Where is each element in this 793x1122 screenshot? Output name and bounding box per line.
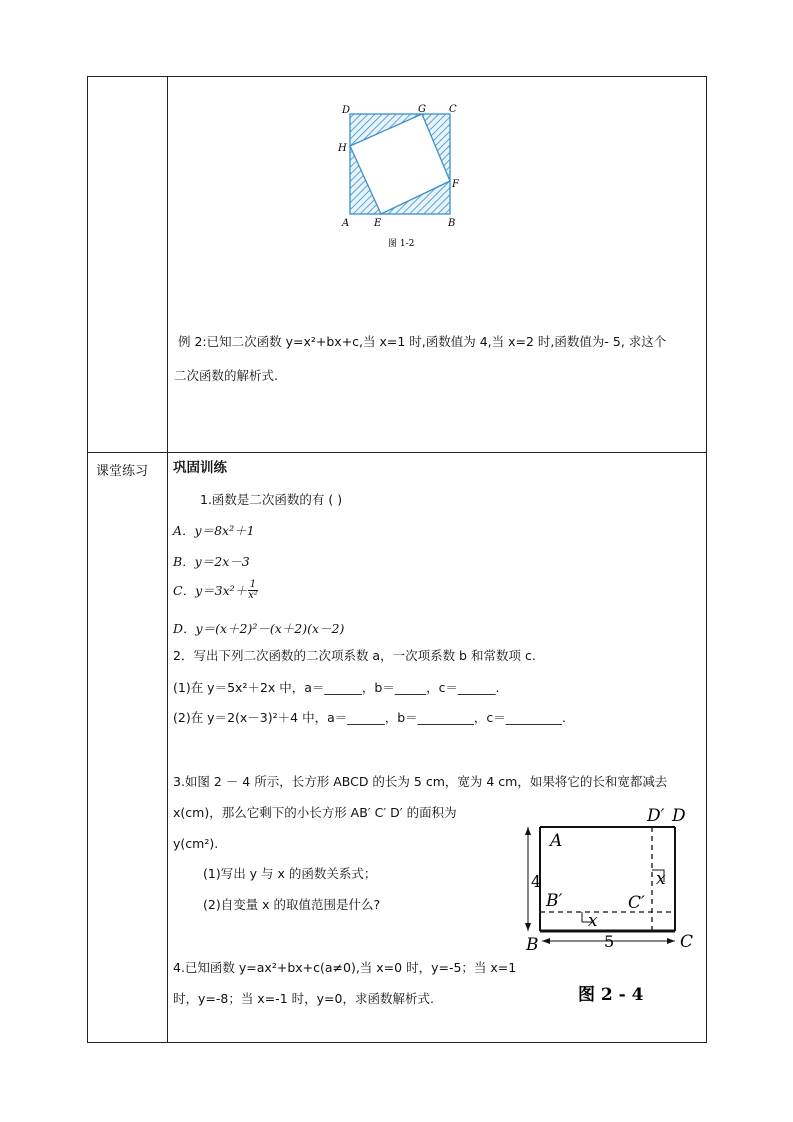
fig2-label-cprime: C′ <box>628 893 645 913</box>
example2-line1: 例 2:已知二次函数 y=x²+bx+c,当 x=1 时,函数值为 4,当 x=2 时,函数值为- 5, 求这个 <box>178 334 667 349</box>
figure-rectangle-abcd <box>520 800 710 1010</box>
side-label: 课堂练习 <box>96 464 149 479</box>
fig2-label-a: A <box>550 831 563 851</box>
question-3-line3: y(cm²). <box>173 836 219 851</box>
exercise-heading: 巩固训练 <box>173 460 227 476</box>
question-3-line2: x(cm)，那么它剩下的小长方形 AB′ C′ D′ 的面积为 <box>173 805 457 820</box>
row-divider <box>88 452 706 453</box>
fraction <box>248 580 258 601</box>
q1-option-c-prefix: C．y＝3x²＋ <box>173 583 248 598</box>
fraction-denominator: x² <box>248 590 258 601</box>
figure-square-pythagoras <box>332 100 464 250</box>
fig2-label-b: B <box>526 935 539 955</box>
fig1-label-f: F <box>452 179 459 190</box>
column-divider <box>167 77 168 1042</box>
fig2-label-four: 4 <box>531 872 542 891</box>
fig2-label-x-bottom: x <box>588 911 598 931</box>
fig1-label-g: G <box>418 104 426 115</box>
q1-option-c <box>173 580 258 601</box>
fig1-label-a: A <box>342 218 350 229</box>
question-2: 2．写出下列二次函数的二次项系数 a，一次项系数 b 和常数项 c. <box>173 648 536 663</box>
fraction-numerator: 1 <box>249 579 257 590</box>
question-2-part-2: (2)在 y＝2(x－3)²＋4 中，a＝______，b＝_________，c＝_________. <box>173 710 567 725</box>
question-3-sub1: (1)写出 y 与 x 的函数关系式； <box>203 866 377 881</box>
question-3-sub2: (2)自变量 x 的取值范围是什么? <box>203 897 381 912</box>
fig1-label-h: H <box>338 143 347 154</box>
fig2-label-bprime: B′ <box>546 891 563 911</box>
fig2-label-c: C <box>680 932 694 952</box>
fig1-label-c: C <box>449 104 457 115</box>
fig1-caption: 图 1-2 <box>388 239 415 249</box>
fig2-label-dprime: D′ <box>647 806 665 826</box>
question-1: 1.函数是二次函数的有 ( ) <box>200 492 343 507</box>
question-2-part-1: (1)在 y＝5x²＋2x 中，a＝______，b＝_____，c＝______. <box>173 680 500 695</box>
question-4-line1: 4.已知函数 y=ax²+bx+c(a≠0),当 x=0 时，y=-5；当 x=1 <box>173 960 517 975</box>
fig2-caption: 图 2 - 4 <box>578 985 644 1005</box>
fig1-label-e: E <box>374 218 382 229</box>
q1-option-b: B．y＝2x－3 <box>173 554 250 569</box>
fig2-label-x-right: x <box>656 869 666 889</box>
q1-option-d: D．y＝(x＋2)²－(x＋2)(x－2) <box>173 621 345 636</box>
question-4-line2: 时，y=-8；当 x=-1 时，y=0，求函数解析式. <box>173 991 434 1006</box>
fig1-label-b: B <box>448 218 456 229</box>
question-3-line1: 3.如图 2 － 4 所示，长方形 ABCD 的长为 5 cm，宽为 4 cm，如果将它的长和宽都减去 <box>173 774 668 789</box>
q1-option-a: A．y＝8x²＋1 <box>173 523 255 538</box>
fig1-label-d: D <box>342 105 351 116</box>
fig2-label-five: 5 <box>604 932 615 951</box>
example2-line2: 二次函数的解析式. <box>174 368 278 383</box>
fig2-label-d: D <box>672 806 686 826</box>
